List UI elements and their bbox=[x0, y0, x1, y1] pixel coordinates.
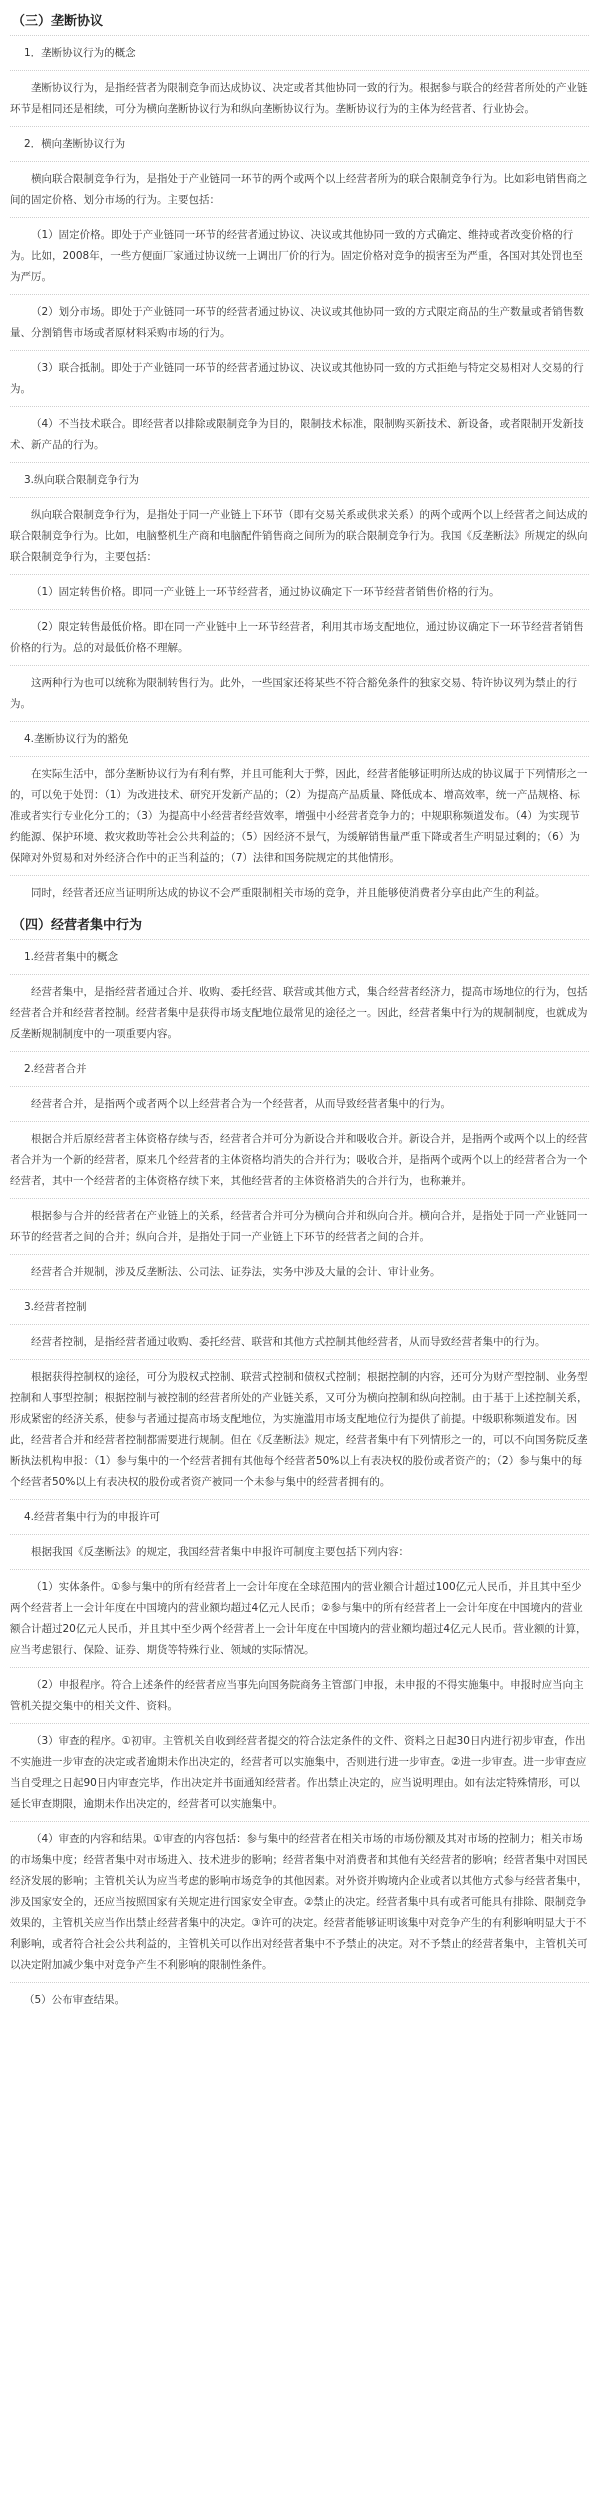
paragraph: （4）审查的内容和结果。①审查的内容包括：参与集中的经营者在相关市场的市场份额及其对市场的控制力；相关市场的市场集中度；经营者集中对市场进入、技术进步的影响；经营者集中对消费者和其他有关经营者的影响；经营者集中对国民经济发展的影响；主管机关认为应当考虑的影响市场竞争的其他因素。对外资并购境内企业或者以其他方式参与经营者集中，涉及国家安全的，还应当按照国家有关规定进行国家安全审查。②禁止的决定。经营者集中具有或者可能具有排除、限制竞争效果的，主管机关应当作出禁止经营者集中的决定。③许可的决定。经营者能够证明该集中对竞争产生的有利影响明显大于不利影响，或者符合社会公共利益的，主管机关可以作出对经营者集中不予禁止的决定。对不予禁止的经营者集中，主管机关可以决定附加减少集中对竞争产生不利影响的限制性条件。 bbox=[10, 1821, 589, 1982]
subsection-heading: 3.经营者控制 bbox=[10, 1289, 589, 1324]
subsection-heading: 2.经营者合并 bbox=[10, 1051, 589, 1086]
paragraph: 纵向联合限制竞争行为，是指处于同一产业链上下环节（即有交易关系或供求关系）的两个或两个以上经营者之间达成的联合限制竞争行为。比如，电脑整机生产商和电脑配件销售商之间所为的联合限制竞争行为。我国《反垄断法》所规定的纵向联合限制竞争行为，主要包括： bbox=[10, 497, 589, 574]
paragraph: （1）固定价格。即处于产业链同一环节的经营者通过协议、决议或其他协同一致的方式确定、维持或者改变价格的行为。比如，2008年，一些方便面厂家通过协议统一上调出厂价的行为。固定价格对竞争的损害至为严重，各国对其处罚也至为严厉。 bbox=[10, 217, 589, 294]
paragraph: 经营者合并规制，涉及反垄断法、公司法、证券法，实务中涉及大量的会计、审计业务。 bbox=[10, 1254, 589, 1289]
paragraph: （3）联合抵制。即处于产业链同一环节的经营者通过协议、决议或其他协同一致的方式拒绝与特定交易相对人交易的行为。 bbox=[10, 350, 589, 406]
paragraph: 经营者合并，是指两个或者两个以上经营者合为一个经营者，从而导致经营者集中的行为。 bbox=[10, 1086, 589, 1121]
paragraph: （2）限定转售最低价格。即在同一产业链中上一环节经营者，利用其市场支配地位，通过协议确定下一环节经营者销售价格的行为。总的对最低价格不理解。 bbox=[10, 609, 589, 665]
paragraph: 根据获得控制权的途径，可分为股权式控制、联营式控制和债权式控制；根据控制的内容，还可分为财产型控制、业务型控制和人事型控制；根据控制与被控制的经营者所处的产业链关系，又可分为横向控制和纵向控制。由于基于上述控制关系，形成紧密的经济关系，使参与者通过提高市场支配地位，为实施滥用市场支配地位行为提供了前提。中级职称频道发布。因此，经营者合并和经营者控制都需要进行规制。但在《反垄断法》规定，经营者集中有下列情形之一的，可以不向国务院反垄断执法机构申报：（1）参与集中的一个经营者拥有其他每个经营者50%以上有表决权的股份或者资产的；（2）参与集中的每个经营者50%以上有表决权的股份或者资产被同一个未参与集中的经营者拥有的。 bbox=[10, 1359, 589, 1499]
paragraph: 经营者控制，是指经营者通过收购、委托经营、联营和其他方式控制其他经营者，从而导致经营者集中的行为。 bbox=[10, 1324, 589, 1359]
paragraph: 经营者集中，是指经营者通过合并、收购、委托经营、联营或其他方式，集合经营者经济力，提高市场地位的行为，包括经营者合并和经营者控制。经营者集中是获得市场支配地位最常见的途径之一。因此，经营者集中行为的规制制度，也就成为反垄断规制制度中的一项重要内容。 bbox=[10, 974, 589, 1051]
paragraph: （1）实体条件。①参与集中的所有经营者上一会计年度在全球范围内的营业额合计超过100亿元人民币，并且其中至少两个经营者上一会计年度在中国境内的营业额均超过4亿元人民币；②参与集中的所有经营者上一会计年度在中国境内的营业额合计超过20亿元人民币，并且其中至少两个经营者上一会计年度在中国境内的营业额均超过4亿元人民币。营业额的计算，应当考虑银行、保险、证券、期货等特殊行业、领域的实际情况。 bbox=[10, 1569, 589, 1667]
subsection-heading: （5）公布审查结果。 bbox=[10, 1982, 589, 2017]
paragraph: （2）划分市场。即处于产业链同一环节的经营者通过协议、决议或其他协同一致的方式限定商品的生产数量或者销售数量、分割销售市场或者原材料采购市场的行为。 bbox=[10, 294, 589, 350]
paragraph: 同时，经营者还应当证明所达成的协议不会严重限制相关市场的竞争，并且能够使消费者分享由此产生的利益。 bbox=[10, 875, 589, 910]
paragraph: 垄断协议行为，是指经营者为限制竞争而达成协议、决定或者其他协同一致的行为。根据参与联合的经营者所处的产业链环节是相同还是相续，可分为横向垄断协议行为和纵向垄断协议行为。垄断协议行为的主体为经营者、行业协会。 bbox=[10, 70, 589, 126]
paragraph: （2）申报程序。符合上述条件的经营者应当事先向国务院商务主管部门申报，未申报的不得实施集中。申报时应当向主管机关提交集中的相关文件、资料。 bbox=[10, 1667, 589, 1723]
paragraph: （4）不当技术联合。即经营者以排除或限制竞争为目的，限制技术标准，限制购买新技术、新设备，或者限制开发新技术、新产品的行为。 bbox=[10, 406, 589, 462]
subsection-heading: 1．垄断协议行为的概念 bbox=[10, 35, 589, 70]
subsection-heading: 3.纵向联合限制竞争行为 bbox=[10, 462, 589, 497]
paragraph: 根据参与合并的经营者在产业链上的关系，经营者合并可分为横向合并和纵向合并。横向合并，是指处于同一产业链同一环节的经营者之间的合并；纵向合并，是指处于同一产业链上下环节的经营者之间的合并。 bbox=[10, 1198, 589, 1254]
paragraph: 根据合并后原经营者主体资格存续与否，经营者合并可分为新设合并和吸收合并。新设合并，是指两个或两个以上的经营者合并为一个新的经营者，原来几个经营者的主体资格均消失的合并行为；吸收合并，是指两个或两个以上的经营者合为一个经营者，其中一个经营者的主体资格存续下来，其他经营者的主体资格消失的合并行为，也称兼并。 bbox=[10, 1121, 589, 1198]
paragraph: 横向联合限制竞争行为，是指处于产业链同一环节的两个或两个以上经营者所为的联合限制竞争行为。比如彩电销售商之间的固定价格、划分市场的行为。主要包括： bbox=[10, 161, 589, 217]
paragraph: 这两种行为也可以统称为限制转售行为。此外，一些国家还将某些不符合豁免条件的独家交易、特许协议列为禁止的行为。 bbox=[10, 665, 589, 721]
subsection-heading: 4.垄断协议行为的豁免 bbox=[10, 721, 589, 756]
section-title: （四）经营者集中行为 bbox=[12, 918, 143, 933]
subsection-heading: 1.经营者集中的概念 bbox=[10, 939, 589, 974]
paragraph: （1）固定转售价格。即同一产业链上一环节经营者，通过协议确定下一环节经营者销售价格的行为。 bbox=[10, 574, 589, 609]
subsection-heading: 2．横向垄断协议行为 bbox=[10, 126, 589, 161]
paragraph: （3）审查的程序。①初审。主管机关自收到经营者提交的符合法定条件的文件、资料之日起30日内进行初步审查，作出不实施进一步审查的决定或者逾期未作出决定的，经营者可以实施集中，否则进行进一步审查。②进一步审查。进一步审查应当自受理之日起90日内审查完毕，作出决定并书面通知经营者。作出禁止决定的，应当说明理由。如有法定特殊情形，可以延长审查期限，逾期未作出决定的，经营者可以实施集中。 bbox=[10, 1723, 589, 1821]
paragraph: 在实际生活中，部分垄断协议行为有利有弊，并且可能利大于弊，因此，经营者能够证明所达成的协议属于下列情形之一的，可以免于处罚：（1）为改进技术、研究开发新产品的；（2）为提高产品质量、降低成本、增高效率，统一产品规格、标准或者实行专业化分工的；（3）为提高中小经营者经营效率，增强中小经营者竞争力的；中规职称频道发布。（4）为实现节约能源、保护环境、救灾救助等社会公共利益的；（5）因经济不景气，为缓解销售量严重下降或者生产明显过剩的；（6）为保障对外贸易和对外经济合作中的正当利益的；（7）法律和国务院规定的其他情形。 bbox=[10, 756, 589, 875]
subsection-heading: 4.经营者集中行为的申报许可 bbox=[10, 1499, 589, 1534]
section-title: （三）垄断协议 bbox=[12, 14, 104, 29]
paragraph: 根据我国《反垄断法》的规定，我国经营者集中申报许可制度主要包括下列内容： bbox=[10, 1534, 589, 1569]
